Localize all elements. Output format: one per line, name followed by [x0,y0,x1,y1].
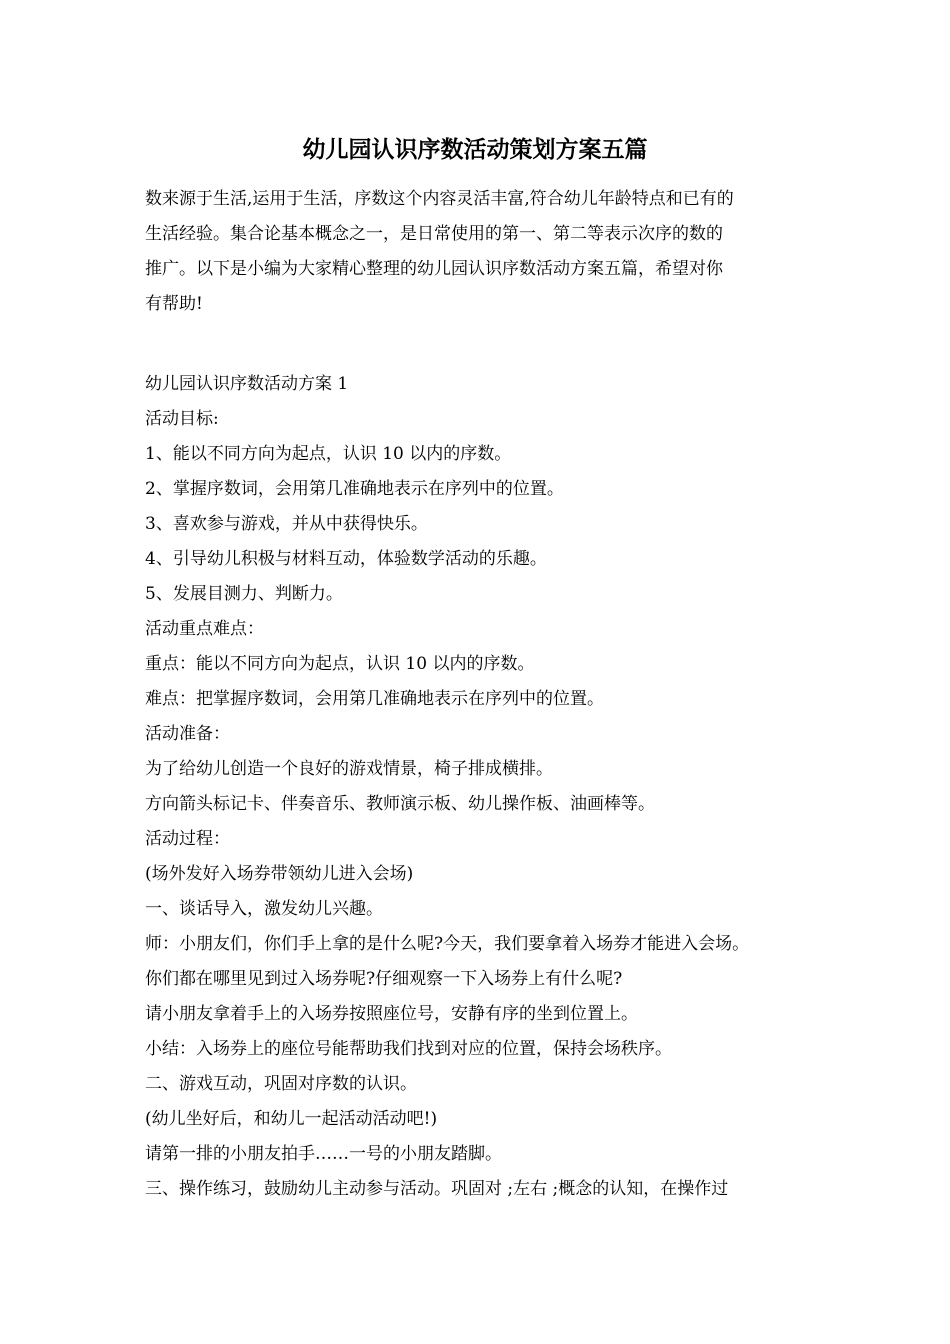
text-line: 方向箭头标记卡、伴奏音乐、教师演示板、幼儿操作板、油画棒等。 [145,794,655,814]
list-item: 4、引导幼儿积极与材料互动，体验数学活动的乐趣。 [145,549,547,569]
intro-paragraph [145,182,835,322]
subheading: 活动准备： [145,724,230,744]
text-line: 三、操作练习，鼓励幼儿主动参与活动。巩固对 ;左右 ;概念的认知，在操作过 [145,1179,729,1199]
text-line: (场外发好入场券带领幼儿进入会场) [145,864,414,884]
intro-line: 有帮助! [145,294,203,314]
text-line: 一、谈话导入，激发幼儿兴趣。 [145,899,383,919]
list-item: 3、喜欢参与游戏，并从中获得快乐。 [145,514,428,534]
subheading: 活动过程： [145,829,230,849]
text-line: 小结：入场券上的座位号能帮助我们找到对应的位置，保持会场秩序。 [145,1039,672,1059]
subheading: 活动重点难点： [145,619,264,639]
intro-line: 推广。以下是小编为大家精心整理的幼儿园认识序数活动方案五篇，希望对你 [145,259,723,279]
intro-line: 生活经验。集合论基本概念之一，是日常使用的第一、第二等表示次序的数的 [145,224,723,244]
list-item: 1、能以不同方向为起点，认识 10 以内的序数。 [145,444,512,464]
text-line: 二、游戏互动，巩固对序数的认识。 [145,1074,417,1094]
text-line: 请第一排的小朋友拍手……一号的小朋友踏脚。 [145,1144,502,1164]
document-title: 幼儿园认识序数活动策划方案五篇 [302,136,648,163]
text-line: 师：小朋友们，你们手上拿的是什么呢?今天，我们要拿着入场券才能进入会场。 [145,934,750,954]
list-item: 5、发展目测力、判断力。 [145,584,343,604]
intro-line: 数来源于生活,运用于生活，序数这个内容灵活丰富,符合幼儿年龄特点和已有的 [145,189,734,209]
list-item: 2、掌握序数词，会用第几准确地表示在序列中的位置。 [145,479,564,499]
text-line: 难点：把掌握序数词，会用第几准确地表示在序列中的位置。 [145,689,604,709]
text-line: 你们都在哪里见到过入场券呢?仔细观察一下入场券上有什么呢? [145,969,623,989]
section-heading: 幼儿园认识序数活动方案 1 [145,374,349,394]
subheading: 活动目标: [145,409,219,429]
text-line: (幼儿坐好后，和幼儿一起活动活动吧!) [145,1109,438,1129]
text-line: 为了给幼儿创造一个良好的游戏情景，椅子排成横排。 [145,759,553,779]
text-line: 重点：能以不同方向为起点，认识 10 以内的序数。 [145,654,535,674]
document-body [145,367,845,1207]
text-line: 请小朋友拿着手上的入场券按照座位号，安静有序的坐到位置上。 [145,1004,638,1024]
